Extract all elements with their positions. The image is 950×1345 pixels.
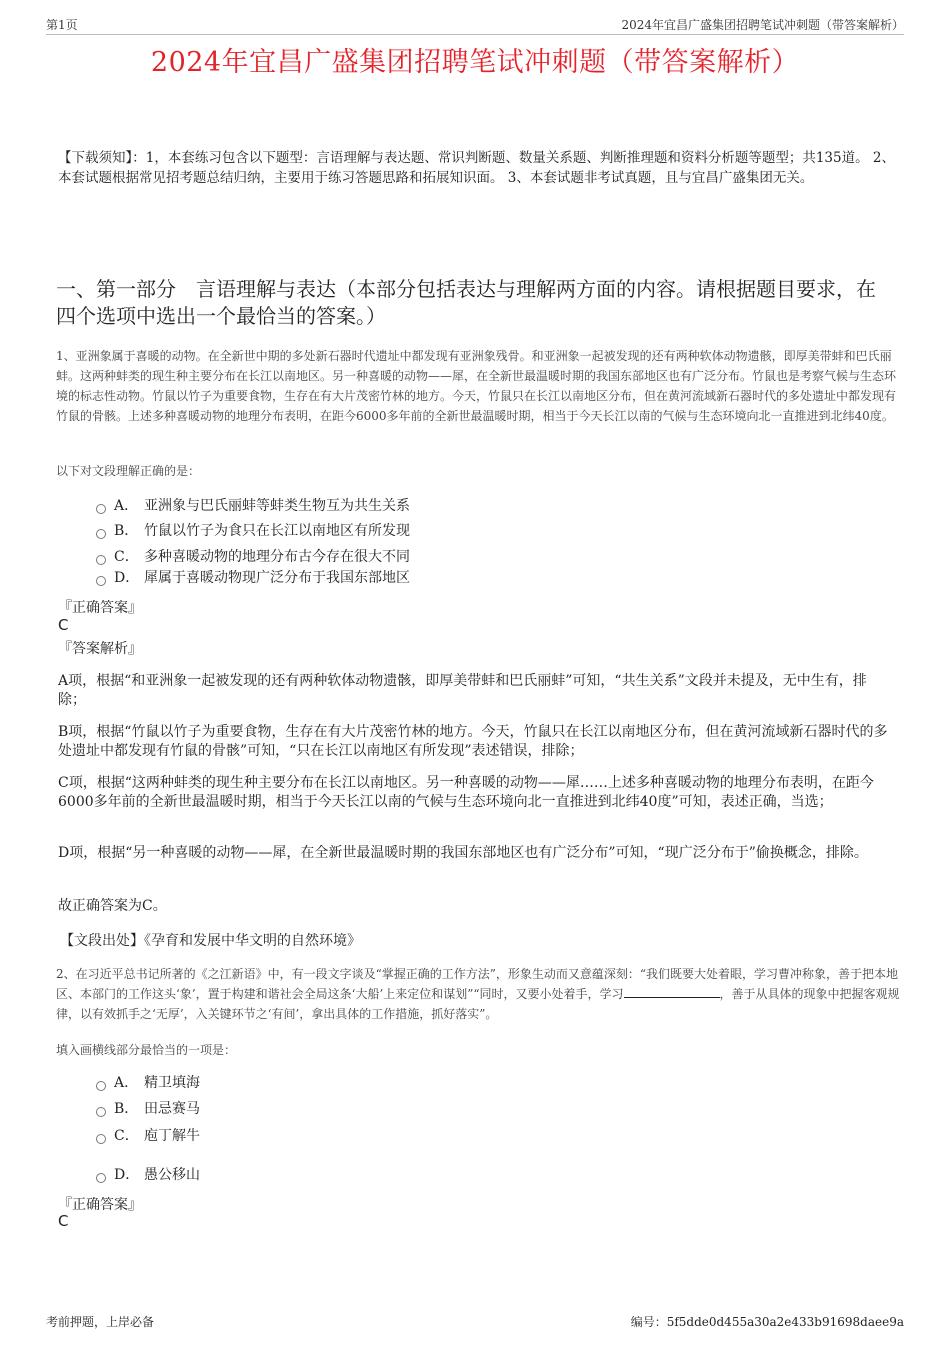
question-1-option-d[interactable]: D． 犀属于喜暖动物现广泛分布于我国东部地区: [96, 568, 410, 588]
analysis-option-b: B项，根据“竹鼠以竹子为重要食物，生存在有大片茂密竹林的地方。今天，竹鼠只在长江以南地区分布，但在黄河流域新石器时代的多处遗址中都发现有竹鼠的骨骸”可知，“只在长江以南地区有所发现”表述错误，排除；: [58, 724, 888, 759]
radio-icon[interactable]: [96, 529, 106, 539]
question-1-option-c[interactable]: C． 多种喜暖动物的地理分布古今存在很大不同: [96, 547, 410, 567]
question-1-option-b[interactable]: B． 竹鼠以竹子为食只在长江以南地区有所发现: [96, 521, 410, 541]
analysis-conclusion: 故正确答案为C。: [58, 898, 167, 914]
radio-icon[interactable]: [96, 576, 106, 586]
question-1-prompt: 以下对文段理解正确的是：: [56, 464, 201, 478]
radio-icon[interactable]: [96, 1134, 106, 1144]
question-2-answer: C: [58, 1212, 69, 1230]
analysis-option-a: A项，根据“和亚洲象一起被发现的还有两种软体动物遗骸，即厚美带蚌和巴氏丽蚌”可知，“共生关系”文段并未提及，无中生有，排除；: [58, 673, 867, 708]
analysis-option-d: D项，根据“另一种喜暖的动物——犀，在全新世最温暖时期的我国东部地区也有广泛分布”可知，“现广泛分布于”偷换概念，排除。: [58, 845, 868, 861]
question-2-option-a[interactable]: A． 精卫填海: [96, 1073, 200, 1093]
page-number: 第1页: [46, 18, 78, 32]
analysis-option-c: C项，根据“这两种蚌类的现生种主要分布在长江以南地区。另一种喜暖的动物——犀……上述多种喜暖动物的地理分布表明，在距今6000多年前的全新世最温暖时期，相当于今天长江以南的气候与生态环境向北一直推进到北纬40度”可知，表述正确，当选；: [58, 775, 874, 810]
question-1-option-a[interactable]: A． 亚洲象与巴氏丽蚌等蚌类生物互为共生关系: [96, 496, 410, 516]
header-doc-title: 2024年宜昌广盛集团招聘笔试冲刺题（带答案解析）: [621, 18, 904, 32]
question-1-analysis-label: 『答案解析』: [58, 641, 142, 657]
radio-icon[interactable]: [96, 1107, 106, 1117]
section-heading: 一、第一部分 言语理解与表达（本部分包括表达与理解两方面的内容。请根据题目要求，在四个选项中选出一个最恰当的答案。）: [56, 277, 876, 328]
question-2-option-b[interactable]: B． 田忌赛马: [96, 1099, 200, 1119]
question-1-answer: C: [58, 616, 69, 634]
passage-source: 【文段出处】《孕育和发展中华文明的自然环境》: [60, 933, 361, 949]
question-1-answer-label: 『正确答案』: [58, 600, 142, 616]
radio-icon[interactable]: [96, 555, 106, 565]
page-title: 2024年宜昌广盛集团招聘笔试冲刺题（带答案解析）: [150, 47, 800, 78]
question-2-prompt: 填入画横线部分最恰当的一项是：: [56, 1043, 237, 1057]
fill-in-blank: [624, 985, 720, 998]
footer-doc-id: 编号：5f5dde0d455a30a2e433b91698daee9a: [630, 1315, 904, 1329]
question-2-option-c[interactable]: C． 庖丁解牛: [96, 1126, 200, 1146]
question-1-text: 1、亚洲象属于喜暖的动物。在全新世中期的多处新石器时代遗址中都发现有亚洲象残骨。和亚洲象一起被发现的还有两种软体动物遗骸，即厚美带蚌和巴氏丽蚌。这两种蚌类的现生种主要分布在长江以南地区。另一种喜暖的动物——犀，在全新世最温暖时期的我国东部地区也有广泛分布。竹鼠也是考察气候与生态环境的标志性动物。竹鼠以竹子为重要食物，生存在有大片茂密竹林的地方。今天，竹鼠只在长江以南地区分布，但在黄河流域新石器时代的多处遗址中都发现有竹鼠的骨骸。上述多种喜暖动物的地理分布表明，在距今6000多年前的全新世最温暖时期，相当于今天长江以南的气候与生态环境向北一直推进到北纬40度。: [56, 349, 897, 423]
question-2-answer-label: 『正确答案』: [58, 1197, 142, 1213]
download-notice: 【下载须知】：1，本套练习包含以下题型：言语理解与表达题、常识判断题、数量关系题、判断推理题和资料分析题等题型；共135道。 2、本套试题根据常见招考题总结归纳，主要用于练习答题思路和拓展知识面。 3、本套试题非考试真题，且与宜昌广盛集团无关。: [58, 150, 895, 186]
radio-icon[interactable]: [96, 504, 106, 514]
footer-slogan: 考前押题，上岸必备: [46, 1315, 155, 1329]
question-2-text: 2、在习近平总书记所著的《之江新语》中，有一段文字谈及“掌握正确的工作方法”，形象生动而又意蕴深刻：“我们既要大处着眼，学习曹冲称象，善于把本地区、本部门的工作这头‘象’，置于构建和谐社会全局这条‘大船’上来定位和谋划”“同时，又要小处着手，学习 ，善于从具体的现象中把握客观规律，以有效抓手之‘无厚’，入关键环节之‘有间’，拿出具体的工作措施，抓好落实”。: [56, 967, 900, 1021]
question-2-option-d[interactable]: D． 愚公移山: [96, 1165, 200, 1185]
radio-icon[interactable]: [96, 1081, 106, 1091]
radio-icon[interactable]: [96, 1173, 106, 1183]
page-header: [46, 14, 904, 35]
